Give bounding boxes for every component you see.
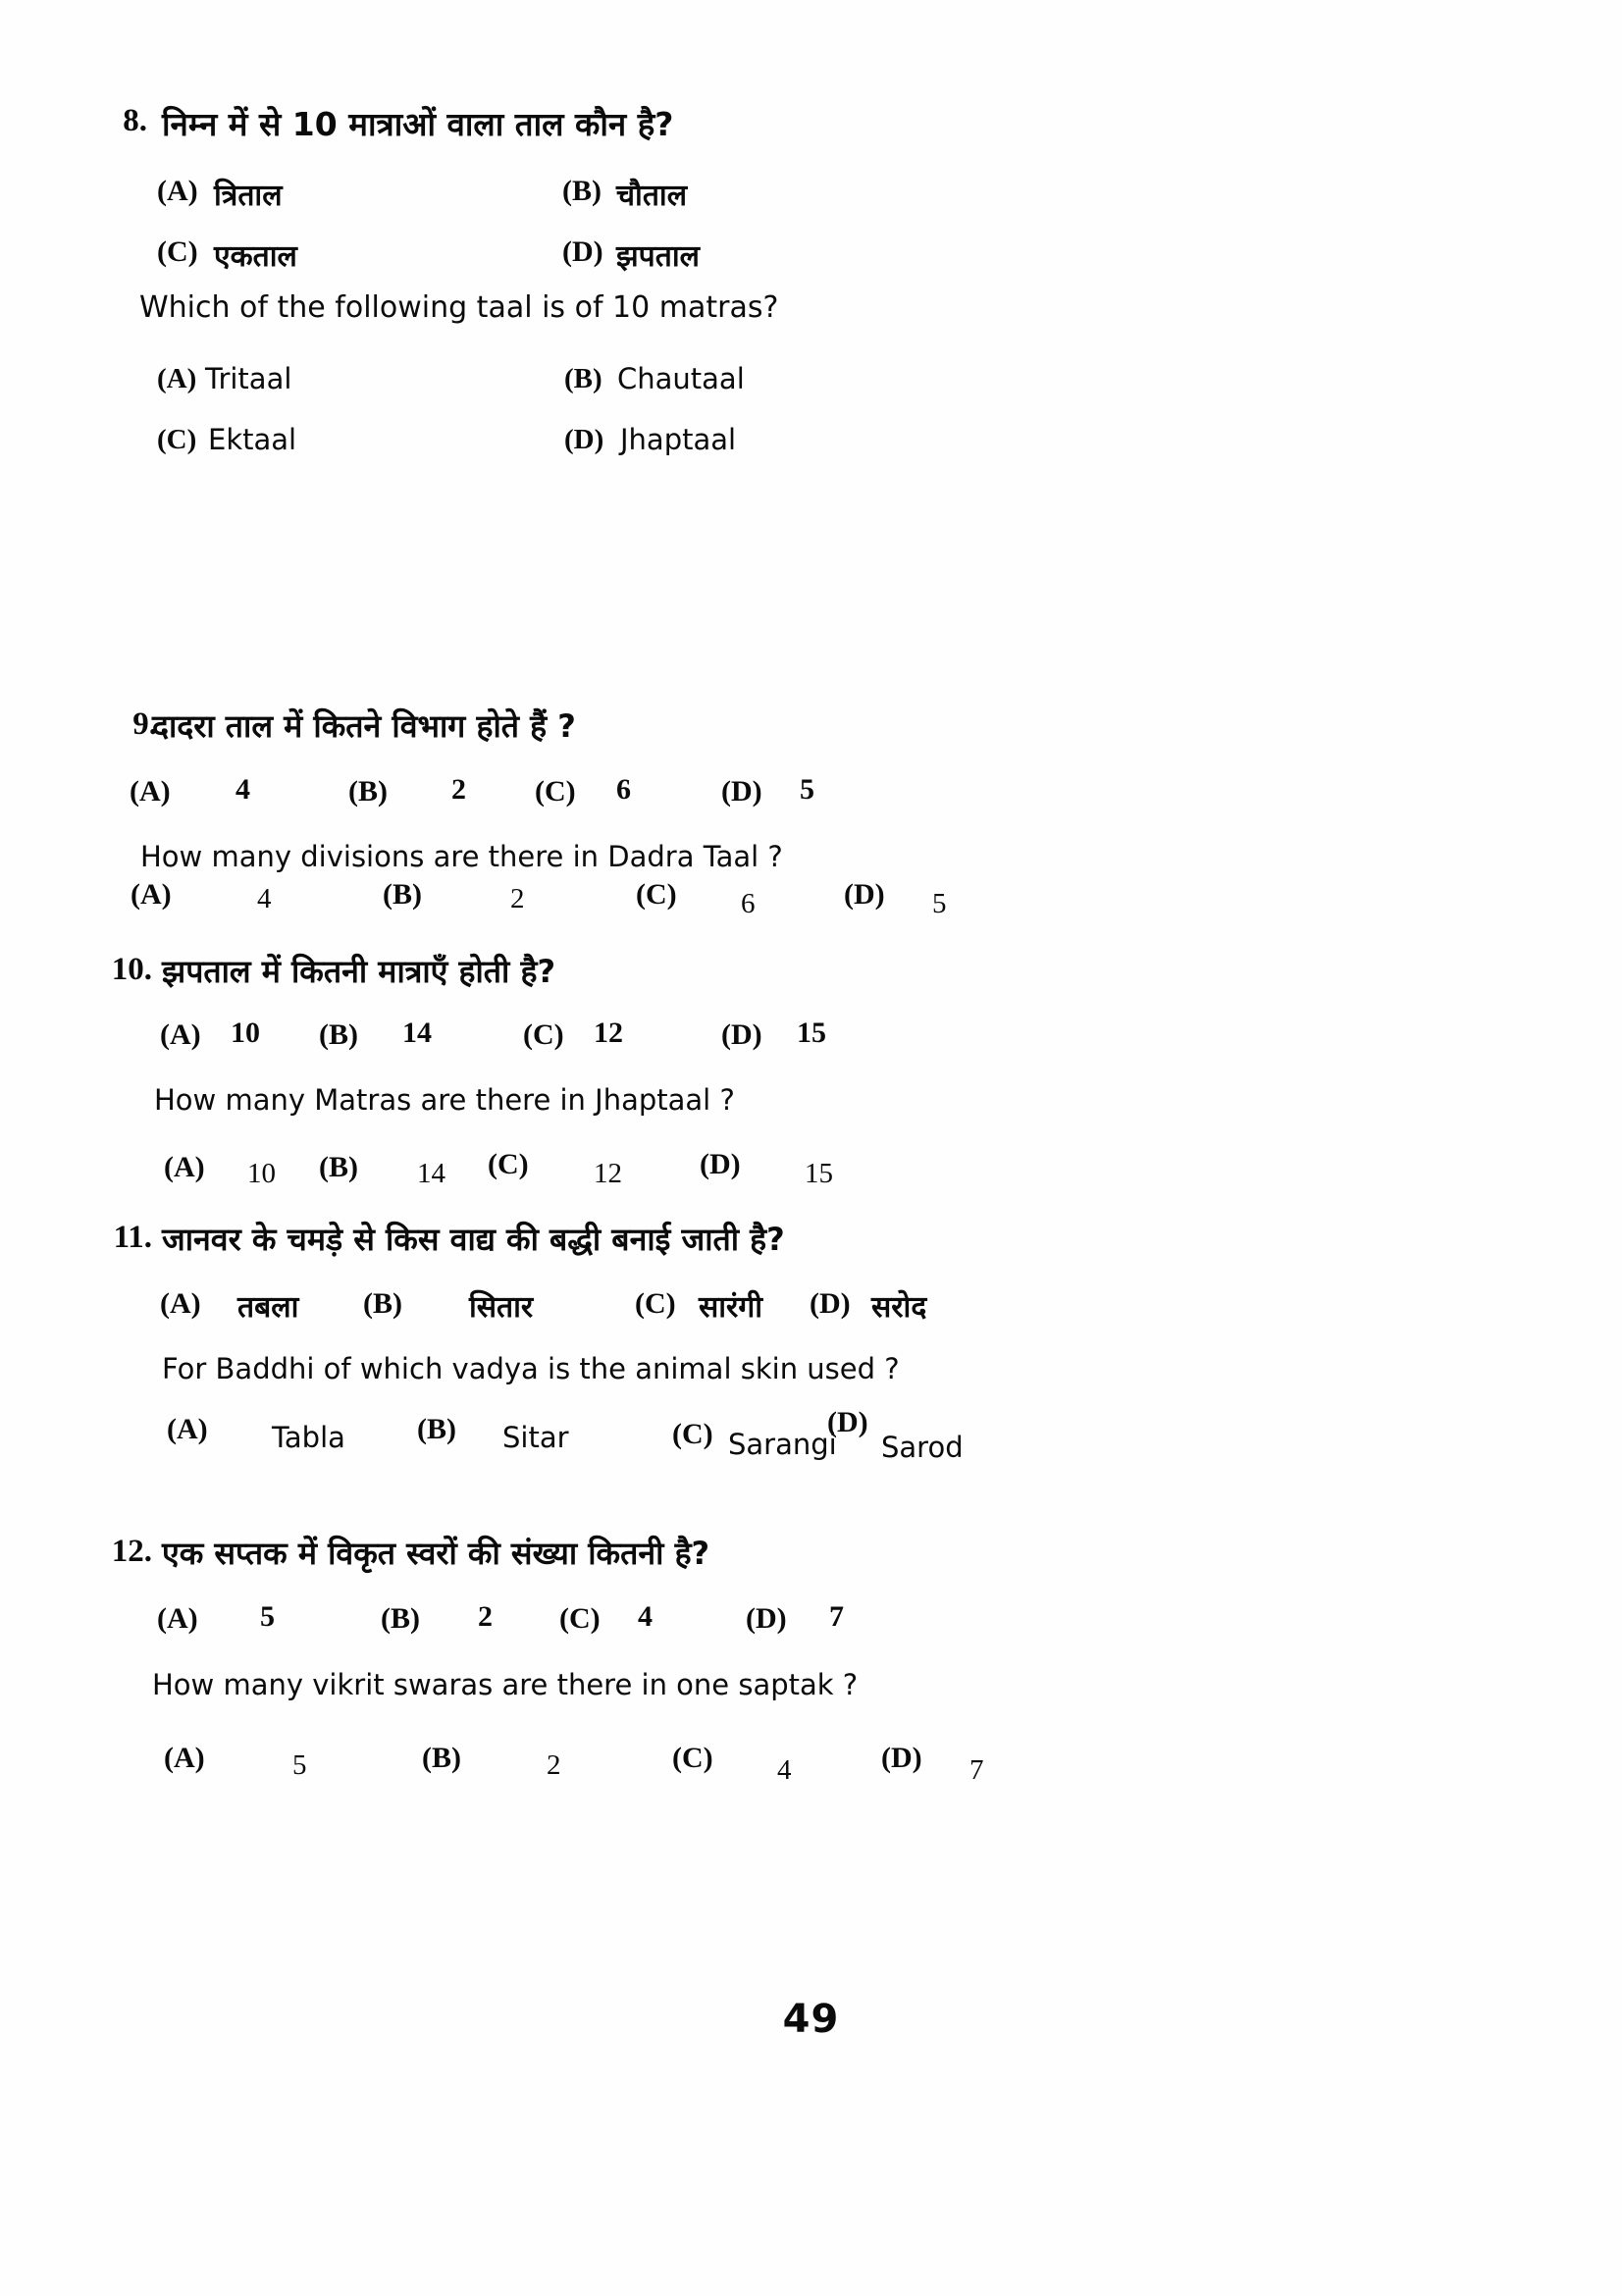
option-value-hi-d[interactable]: 15 — [797, 1017, 826, 1049]
question-text-english: How many vikrit swaras are there in one saptak ? — [152, 1668, 859, 1701]
option-label-en-d[interactable]: (D) — [700, 1148, 741, 1180]
option-label-en-c[interactable]: (C) — [636, 878, 677, 911]
option-value-hi-c[interactable]: एकताल — [214, 239, 297, 274]
option-value-en-b[interactable]: Sitar — [502, 1421, 569, 1454]
option-value-en-a[interactable]: 5 — [292, 1749, 307, 1781]
option-label-en-a[interactable]: (A) — [157, 363, 197, 394]
option-value-hi-c[interactable]: 6 — [616, 773, 631, 806]
option-label-en-c[interactable]: (C) — [488, 1148, 529, 1180]
option-label-hi-d[interactable]: (D) — [721, 775, 762, 808]
option-value-hi-b[interactable]: सितार — [469, 1290, 534, 1325]
option-label-hi-d[interactable]: (D) — [562, 235, 603, 268]
option-value-en-d[interactable]: Jhaptaal — [620, 423, 737, 456]
option-value-en-d[interactable]: Sarod — [881, 1431, 964, 1464]
option-label-en-d[interactable]: (D) — [827, 1406, 868, 1438]
option-value-en-b[interactable]: 14 — [417, 1158, 445, 1189]
option-label-hi-b[interactable]: (B) — [363, 1287, 402, 1320]
option-label-en-a[interactable]: (A) — [131, 878, 172, 911]
option-label-hi-c[interactable]: (C) — [635, 1287, 676, 1320]
option-label-hi-c[interactable]: (C) — [535, 775, 576, 808]
question-number: 8. — [123, 103, 147, 138]
option-value-en-c[interactable]: 12 — [594, 1158, 622, 1189]
option-value-hi-b[interactable]: चौताल — [616, 179, 688, 213]
option-label-en-a[interactable]: (A) — [164, 1742, 205, 1774]
option-value-hi-d[interactable]: सरोद — [871, 1290, 927, 1325]
option-value-en-d[interactable]: 15 — [805, 1158, 833, 1189]
option-value-en-d[interactable]: 7 — [969, 1754, 984, 1786]
option-label-hi-b[interactable]: (B) — [381, 1602, 420, 1635]
option-label-hi-a[interactable]: (A) — [157, 1602, 198, 1635]
option-label-en-d[interactable]: (D) — [881, 1742, 922, 1774]
question-number: 9. — [132, 706, 157, 742]
option-value-hi-c[interactable]: सारंगी — [699, 1290, 762, 1325]
option-value-hi-b[interactable]: 2 — [478, 1600, 493, 1633]
option-label-en-d[interactable]: (D) — [844, 878, 885, 911]
question-text-hindi: एक सप्तक में विकृत स्वरों की संख्या कितनी है? — [162, 1535, 710, 1572]
question-number: 10. — [111, 952, 152, 987]
option-label-en-b[interactable]: (B) — [417, 1413, 456, 1445]
option-value-en-a[interactable]: Tritaal — [205, 362, 292, 395]
option-value-en-d[interactable]: 5 — [932, 888, 947, 919]
option-value-hi-c[interactable]: 12 — [594, 1017, 623, 1049]
option-label-en-b[interactable]: (B) — [383, 878, 422, 911]
question-text-english: Which of the following taal is of 10 matras? — [139, 290, 779, 325]
question-text-hindi: झपताल में कितनी मात्राएँ होती है? — [162, 953, 556, 990]
option-value-hi-b[interactable]: 2 — [451, 773, 466, 806]
option-value-en-c[interactable]: Sarangi — [728, 1428, 837, 1461]
option-value-en-c[interactable]: Ektaal — [208, 423, 297, 456]
option-value-hi-c[interactable]: 4 — [638, 1600, 653, 1633]
option-value-hi-d[interactable]: 7 — [829, 1600, 844, 1633]
option-value-en-a[interactable]: 10 — [247, 1158, 276, 1189]
option-label-hi-a[interactable]: (A) — [130, 775, 171, 808]
option-value-hi-a[interactable]: तबला — [237, 1290, 299, 1325]
question-text-english: How many divisions are there in Dadra Taal ? — [140, 840, 783, 873]
option-value-hi-a[interactable]: 5 — [260, 1600, 275, 1633]
option-value-hi-d[interactable]: 5 — [800, 773, 814, 806]
option-value-en-c[interactable]: 6 — [741, 888, 756, 919]
option-value-hi-a[interactable]: 10 — [231, 1017, 260, 1049]
question-number: 12. — [111, 1534, 152, 1569]
option-label-en-c[interactable]: (C) — [672, 1418, 713, 1450]
option-label-hi-c[interactable]: (C) — [523, 1018, 564, 1051]
option-value-hi-a[interactable]: 4 — [235, 773, 250, 806]
question-text-english: How many Matras are there in Jhaptaal ? — [154, 1083, 735, 1117]
option-label-en-b[interactable]: (B) — [564, 363, 602, 394]
page-number: 49 — [782, 1997, 840, 2042]
option-label-en-a[interactable]: (A) — [167, 1413, 208, 1445]
option-label-hi-b[interactable]: (B) — [348, 775, 388, 808]
option-label-en-c[interactable]: (C) — [672, 1742, 713, 1774]
option-value-hi-a[interactable]: त्रिताल — [214, 179, 283, 213]
option-label-en-c[interactable]: (C) — [157, 424, 197, 455]
option-label-en-b[interactable]: (B) — [319, 1151, 358, 1183]
option-label-hi-a[interactable]: (A) — [157, 175, 198, 207]
option-label-en-d[interactable]: (D) — [564, 424, 604, 455]
option-label-en-a[interactable]: (A) — [164, 1151, 205, 1183]
option-label-hi-b[interactable]: (B) — [562, 175, 602, 207]
option-value-hi-d[interactable]: झपताल — [616, 239, 700, 274]
option-label-hi-a[interactable]: (A) — [160, 1018, 201, 1051]
option-label-hi-a[interactable]: (A) — [160, 1287, 201, 1320]
option-value-en-b[interactable]: 2 — [547, 1749, 561, 1781]
question-text-hindi: दादरा ताल में कितने विभाग होते हैं ? — [152, 707, 576, 745]
question-text-english: For Baddhi of which vadya is the animal skin used ? — [162, 1352, 900, 1385]
option-label-hi-c[interactable]: (C) — [559, 1602, 601, 1635]
option-label-hi-d[interactable]: (D) — [721, 1018, 762, 1051]
question-text-hindi: निम्न में से 10 मात्राओं वाला ताल कौन है? — [162, 105, 674, 143]
option-value-en-a[interactable]: Tabla — [272, 1421, 345, 1454]
option-value-en-a[interactable]: 4 — [257, 883, 272, 914]
option-label-hi-c[interactable]: (C) — [157, 235, 198, 268]
option-value-en-b[interactable]: 2 — [510, 883, 525, 914]
option-label-hi-b[interactable]: (B) — [319, 1018, 358, 1051]
question-text-hindi: जानवर के चमड़े से किस वाद्य की बद्धी बनाई जाती है? — [162, 1221, 785, 1258]
option-value-en-c[interactable]: 4 — [777, 1754, 792, 1786]
option-label-hi-d[interactable]: (D) — [746, 1602, 787, 1635]
option-label-en-b[interactable]: (B) — [422, 1742, 461, 1774]
option-label-hi-d[interactable]: (D) — [810, 1287, 851, 1320]
option-value-hi-b[interactable]: 14 — [402, 1017, 432, 1049]
question-number: 11. — [113, 1220, 152, 1255]
option-value-en-b[interactable]: Chautaal — [617, 362, 745, 395]
